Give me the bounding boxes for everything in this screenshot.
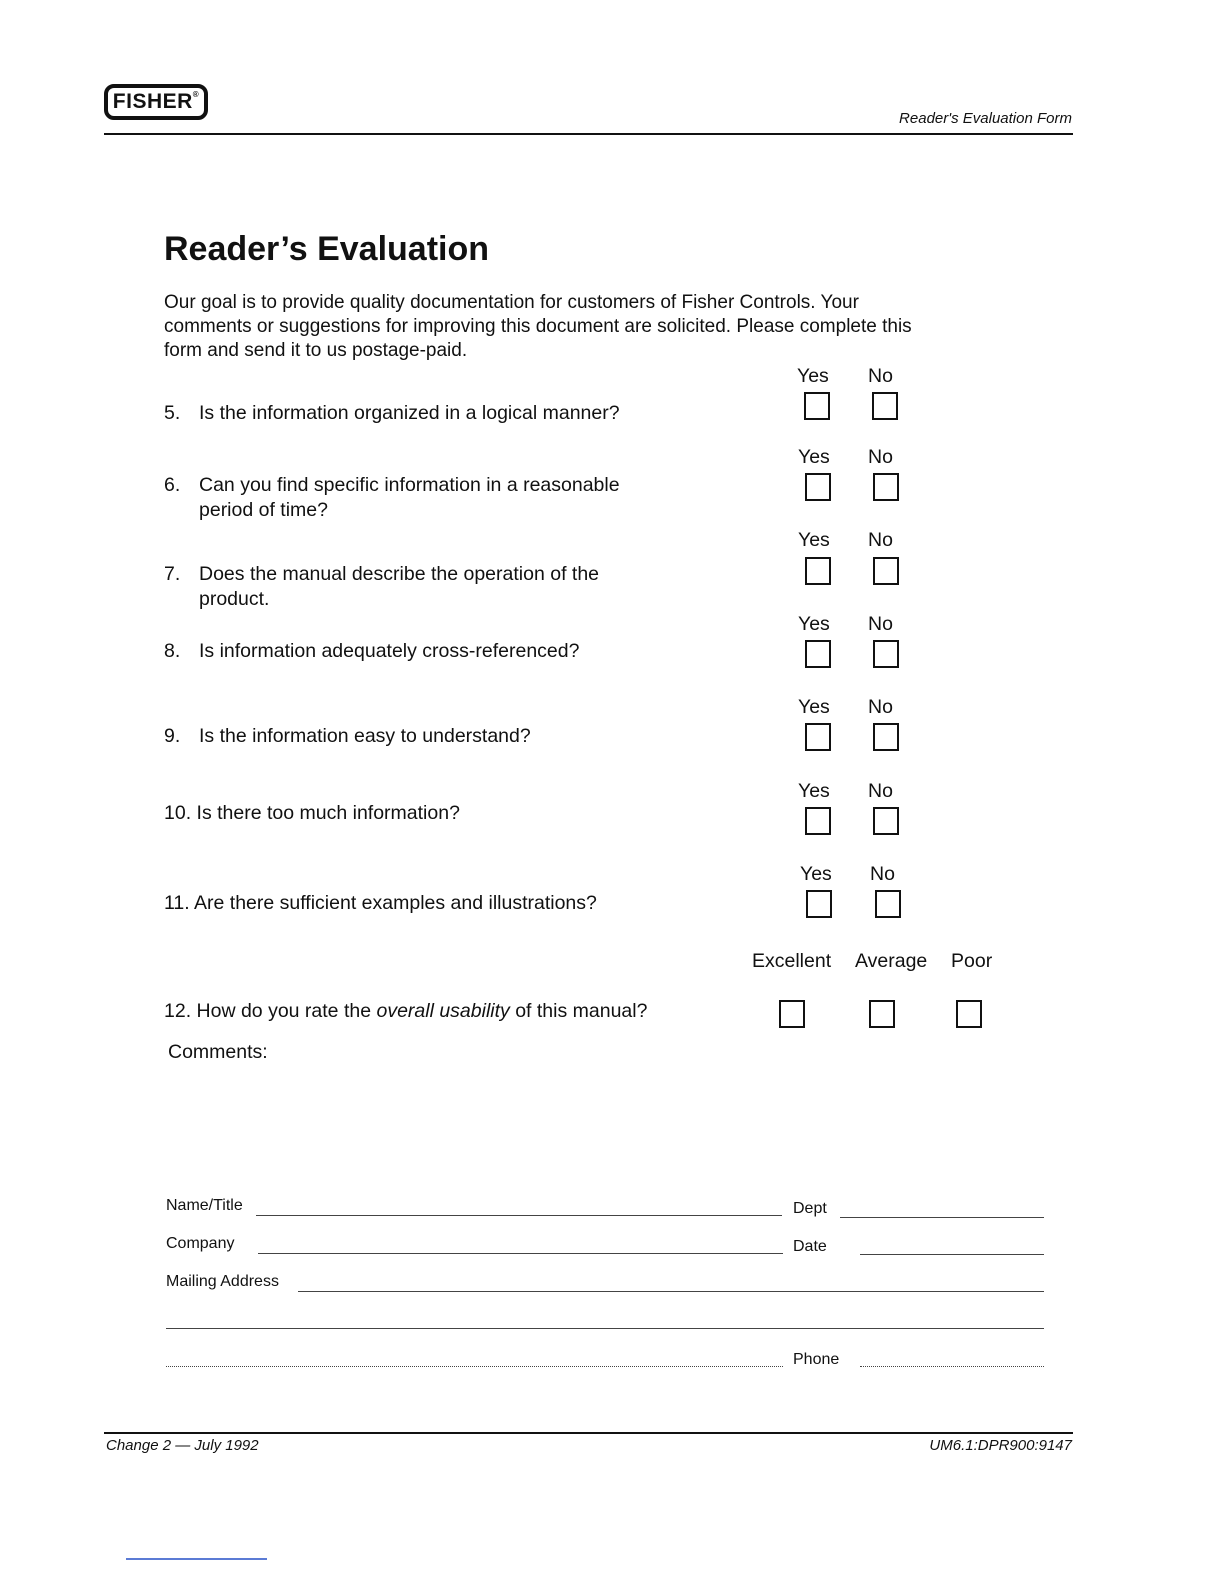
dept-label: Dept (793, 1200, 827, 1217)
mailing-address-label: Mailing Address (166, 1273, 279, 1290)
fisher-logo (104, 84, 208, 120)
dept-field[interactable] (840, 1217, 1044, 1218)
intro-line: Our goal is to provide quality documentation for customers of Fisher Controls. Your (164, 292, 859, 313)
q7-yes-checkbox[interactable] (805, 557, 831, 585)
question-text: Can you find specific information in a reasonable (199, 474, 620, 496)
question-text-end: of this manual? (509, 1000, 648, 1022)
question-text: Is information adequately cross-referenced? (199, 640, 580, 662)
yes-header-q11: Yes (800, 863, 832, 885)
company-label: Company (166, 1235, 235, 1252)
no-header-q10: No (868, 780, 893, 802)
yes-header-q5: Yes (797, 365, 829, 387)
question-number: 12. (164, 1000, 192, 1022)
question-text-continued: period of time? (199, 499, 328, 521)
question-text: Is the information organized in a logical manner? (199, 402, 620, 424)
date-field[interactable] (860, 1254, 1044, 1255)
yes-header-q8: Yes (798, 613, 830, 635)
yes-header-q9: Yes (798, 696, 830, 718)
question-text: How do you rate the (196, 1000, 377, 1022)
question-text: Are there sufficient examples and illustrations? (194, 892, 597, 914)
question-11 (164, 891, 597, 916)
question-8 (164, 639, 579, 664)
footer-rule (104, 1432, 1073, 1434)
question-text: Does the manual describe the operation of the (199, 563, 600, 585)
rating-excellent-checkbox[interactable] (779, 1000, 805, 1028)
date-label: Date (793, 1238, 827, 1255)
page-title: Reader’s Evaluation (164, 230, 490, 268)
phone-field[interactable] (860, 1366, 1044, 1367)
rating-poor-header: Poor (951, 950, 993, 972)
question-text: Is there too much information? (196, 802, 460, 824)
question-number: 6. (164, 474, 181, 496)
question-10 (164, 801, 460, 826)
mailing-address-field[interactable] (298, 1291, 1044, 1292)
q8-no-checkbox[interactable] (873, 640, 899, 668)
name-title-label: Name/Title (166, 1197, 243, 1214)
q7-no-checkbox[interactable] (873, 557, 899, 585)
mailing-address-field-line-3[interactable] (166, 1366, 783, 1367)
question-number: 9. (164, 725, 181, 747)
company-field[interactable] (258, 1253, 783, 1254)
phone-label: Phone (793, 1351, 840, 1368)
question-5 (164, 401, 620, 426)
question-12 (164, 999, 647, 1024)
q11-no-checkbox[interactable] (875, 890, 901, 918)
question-number: 5. (164, 402, 181, 424)
logo-text: FISHER (112, 90, 193, 113)
question-text: Is the information easy to understand? (199, 725, 531, 747)
q10-yes-checkbox[interactable] (805, 807, 831, 835)
question-text-continued: product. (199, 588, 270, 610)
mailing-address-field-line-2[interactable] (166, 1328, 1044, 1329)
no-header-q8: No (868, 613, 893, 635)
question-number: 10. (164, 802, 192, 824)
q6-yes-checkbox[interactable] (805, 473, 831, 501)
question-7 (164, 562, 599, 612)
q10-no-checkbox[interactable] (873, 807, 899, 835)
question-6 (164, 473, 620, 523)
no-header-q11: No (870, 863, 895, 885)
q9-yes-checkbox[interactable] (805, 723, 831, 751)
logo-registered-mark: ® (192, 89, 200, 99)
bottom-accent-line (126, 1558, 267, 1560)
rating-poor-checkbox[interactable] (956, 1000, 982, 1028)
no-header-q5: No (868, 365, 893, 387)
intro-paragraph (164, 291, 1014, 363)
name-title-field[interactable] (256, 1215, 782, 1216)
comments-label: Comments: (168, 1041, 268, 1063)
question-emphasis: overall usability (376, 1000, 510, 1022)
header-rule (104, 133, 1073, 135)
intro-line: form and send it to us postage-paid. (164, 340, 468, 361)
footer-change-date: Change 2 — July 1992 (106, 1437, 259, 1454)
yes-header-q7: Yes (798, 529, 830, 551)
q5-no-checkbox[interactable] (872, 392, 898, 420)
question-number: 7. (164, 563, 181, 585)
rating-average-header: Average (855, 950, 928, 972)
q5-yes-checkbox[interactable] (804, 392, 830, 420)
yes-header-q10: Yes (798, 780, 830, 802)
question-9 (164, 724, 531, 749)
header-form-title: Reader's Evaluation Form (899, 110, 1072, 127)
no-header-q6: No (868, 446, 893, 468)
question-number: 8. (164, 640, 181, 662)
intro-line: comments or suggestions for improving this document are solicited. Please complete this (164, 316, 912, 337)
q11-yes-checkbox[interactable] (806, 890, 832, 918)
rating-excellent-header: Excellent (752, 950, 832, 972)
q6-no-checkbox[interactable] (873, 473, 899, 501)
no-header-q9: No (868, 696, 893, 718)
footer-document-number: UM6.1:DPR900:9147 (929, 1437, 1072, 1454)
question-number: 11. (164, 892, 190, 914)
q8-yes-checkbox[interactable] (805, 640, 831, 668)
rating-average-checkbox[interactable] (869, 1000, 895, 1028)
q9-no-checkbox[interactable] (873, 723, 899, 751)
yes-header-q6: Yes (798, 446, 830, 468)
no-header-q7: No (868, 529, 893, 551)
